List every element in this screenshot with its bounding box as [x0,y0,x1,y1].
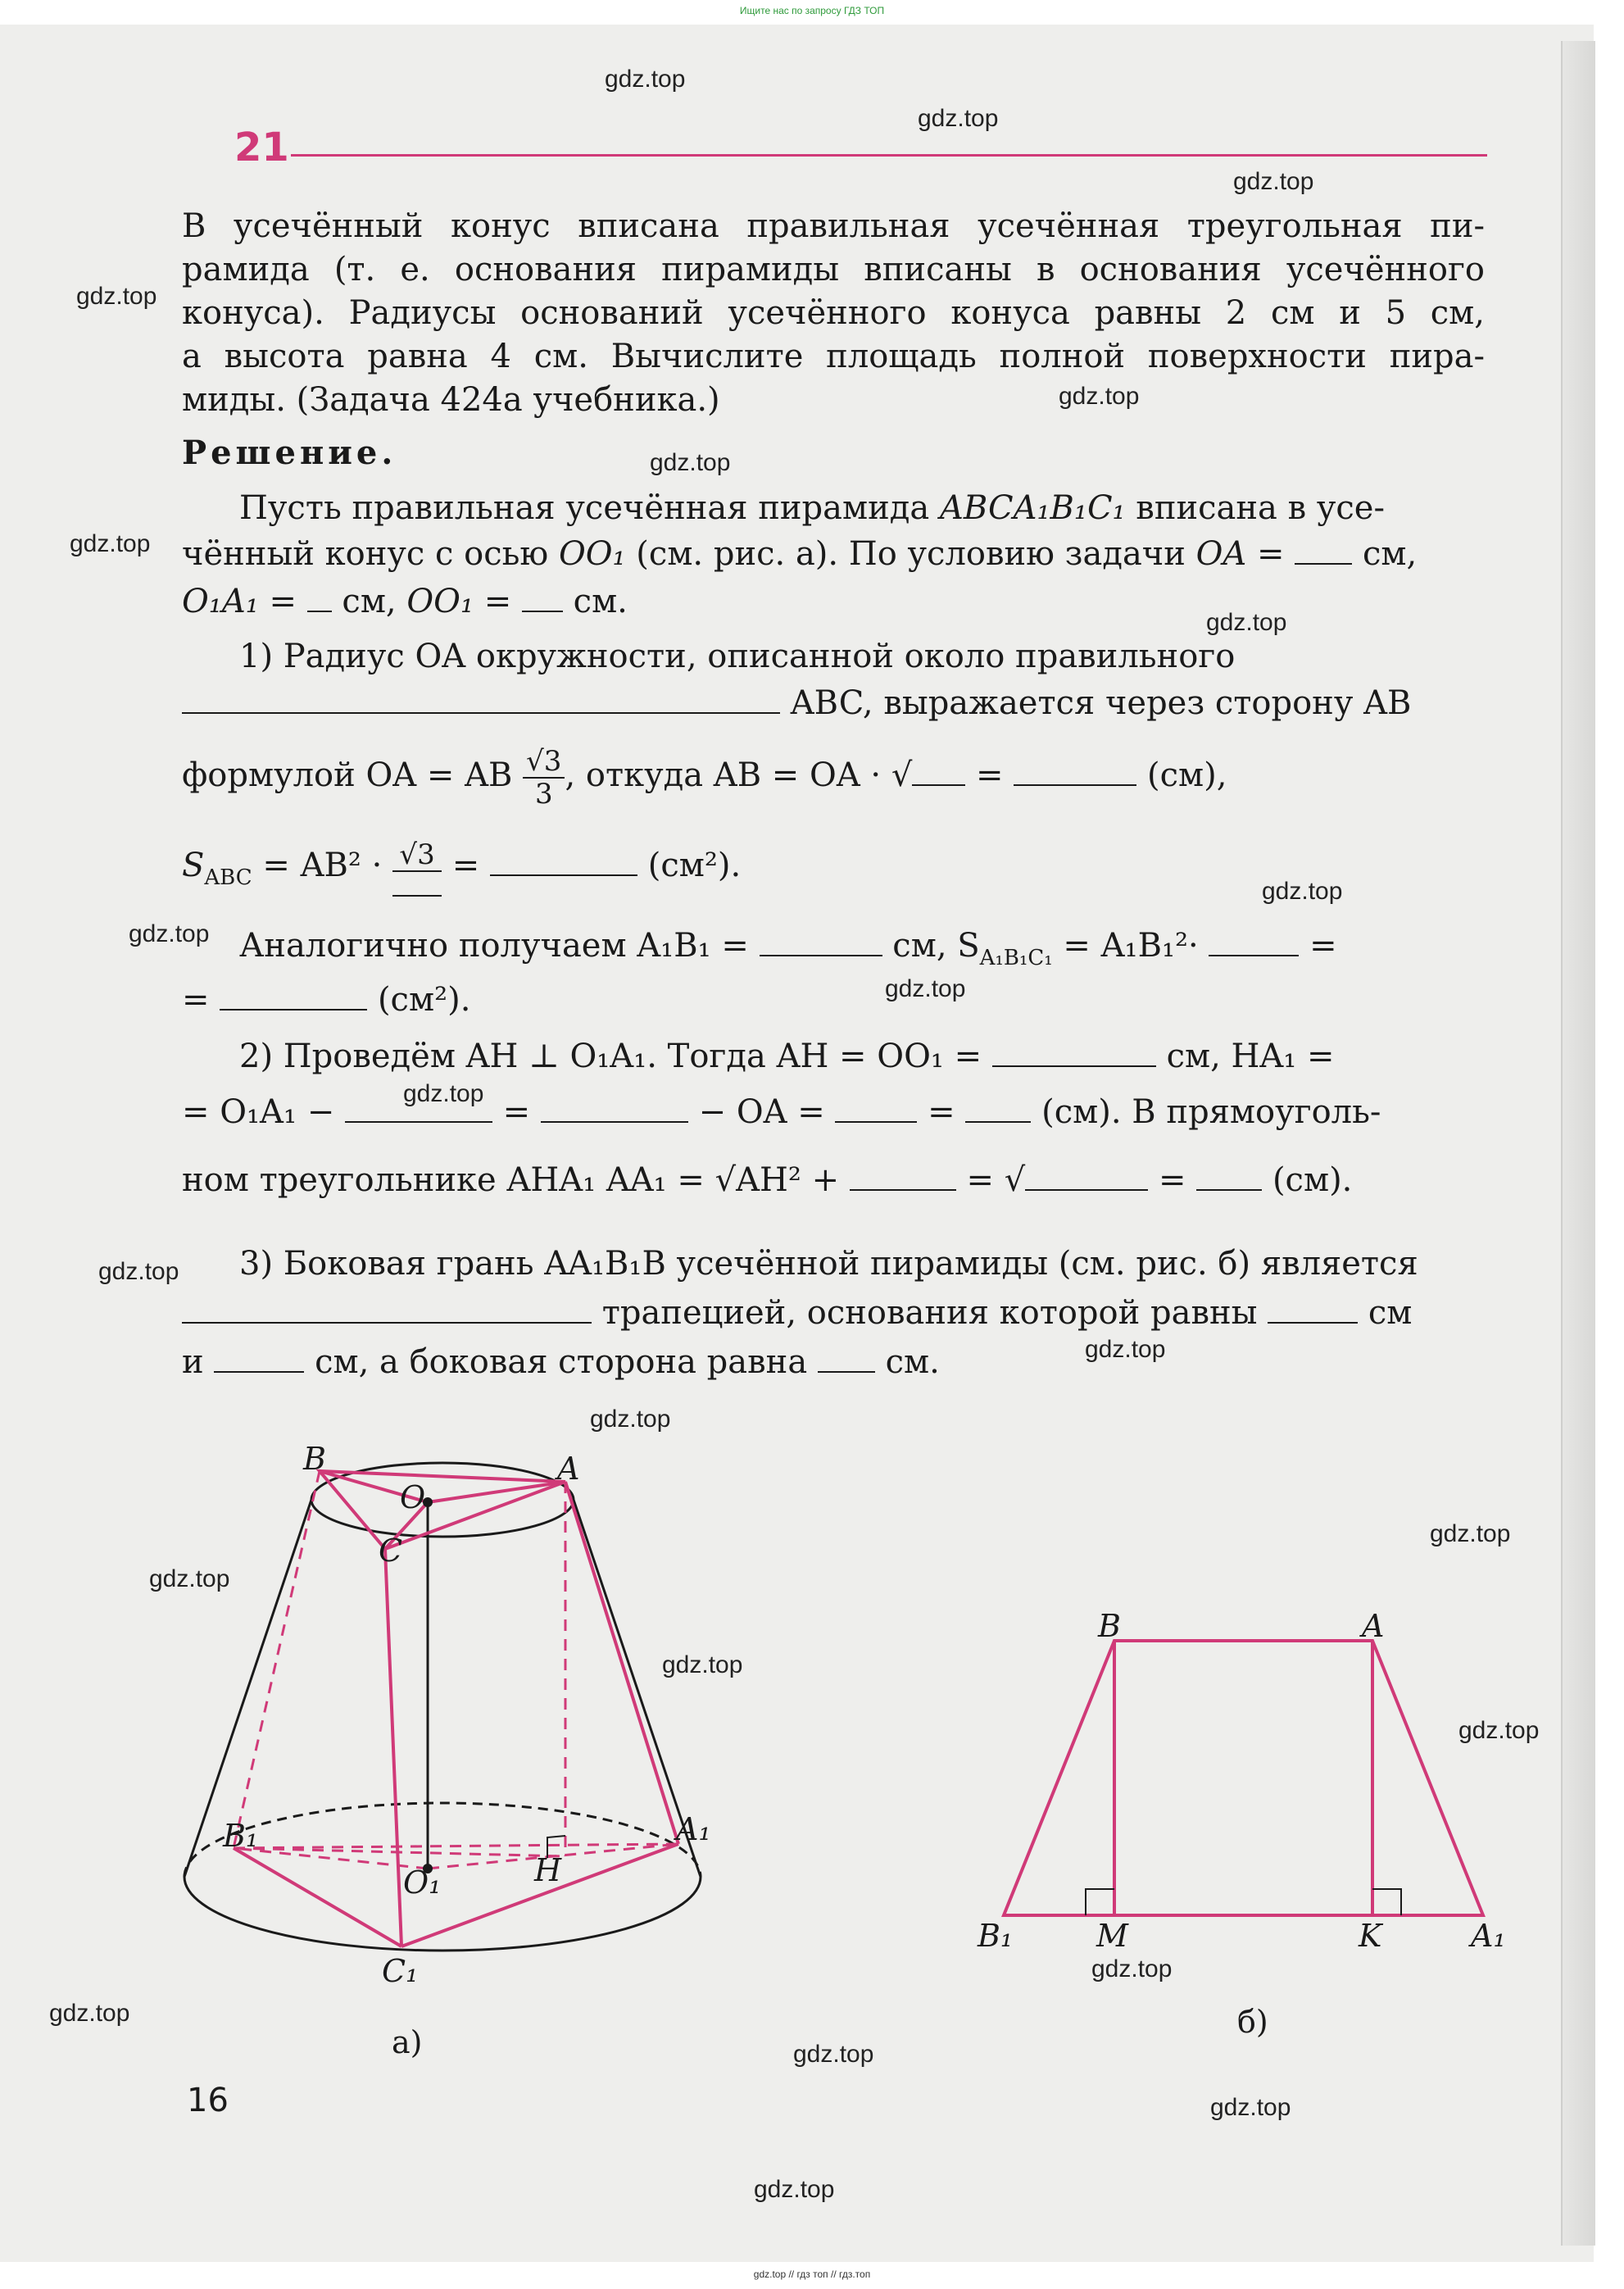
subscript: A₁B₁C₁ [979,946,1053,970]
text: вписана в усе- [1125,489,1385,527]
label-b: B [303,1441,326,1477]
figure-a-caption: а) [392,2024,423,2060]
text: чённый конус с осью [182,535,559,573]
trapezoid [1004,1641,1483,1915]
text: = [1148,1161,1197,1199]
math: OA [1195,535,1247,573]
label-k-trap: K [1359,1918,1382,1954]
math: S [182,847,205,884]
label-c1: C₁ [382,1953,419,1989]
watermark: gdz.top [754,2176,835,2203]
watermark: gdz.top [1233,168,1314,195]
text: = [1299,927,1337,965]
text: см, [1352,535,1418,573]
watermark: gdz.top [1262,878,1343,905]
label-h: H [534,1852,562,1888]
right-angle-m [1086,1889,1114,1915]
text: см, [331,583,407,620]
figure-b-caption: б) [1237,2004,1268,2040]
watermark: gdz.top [605,66,686,93]
watermark: gdz.top [1059,383,1140,410]
watermark: gdz.top [1091,1955,1173,1982]
subscript: ABC [204,865,252,890]
text: = [965,756,1014,794]
text: см. [874,1343,940,1381]
math: O₁A₁ [182,583,259,620]
text: = A₁B₁²· [1052,927,1209,965]
bottom-banner: gdz.top // гдз топ // гдз.топ [753,2269,871,2280]
text: (см). [1262,1161,1353,1199]
label-a: A [557,1451,580,1487]
text: (см. рис. а). По условию задачи [625,535,1196,573]
watermark: gdz.top [403,1080,484,1107]
watermark: gdz.top [1085,1336,1166,1363]
text: ABC, выражается через сторону AB [780,684,1412,722]
statement-line-4: а высота равна 4 см. Вычислите площадь полной поверхности пира- [182,338,1485,375]
text: − OA = [687,1093,836,1131]
label-b1: B₁ [223,1818,259,1854]
watermark: gdz.top [129,920,210,947]
problem-number: 21 [234,125,289,170]
fraction-denominator: 3 [534,778,553,811]
text: = [182,981,220,1019]
watermark: gdz.top [1210,2094,1291,2121]
fraction-numerator: √3 [523,746,565,779]
label-m-trap: M [1096,1918,1128,1954]
label-a1: A₁ [676,1811,711,1847]
watermark: gdz.top [662,1651,743,1678]
text: см, S [882,927,980,965]
math: OO₁ [558,535,626,573]
text: (см), [1136,756,1227,794]
watermark: gdz.top [1458,1717,1540,1744]
text: (см²). [637,847,742,884]
label-o1: O₁ [403,1864,442,1901]
text: см [1358,1294,1413,1332]
watermark: gdz.top [885,975,966,1002]
label-a-trap: A [1362,1608,1385,1644]
fraction-numerator: √3 [392,839,442,872]
text: 2) Проведём AH ⊥ O₁A₁. Тогда AH = OO₁ = [239,1038,992,1075]
watermark: gdz.top [149,1565,230,1592]
watermark: gdz.top [918,105,999,132]
watermark: gdz.top [76,283,157,310]
text: ном треугольнике AHA₁ AA₁ = √AH² + [182,1161,850,1199]
watermark: gdz.top [590,1406,671,1433]
watermark: gdz.top [70,530,151,557]
text: = AB² · [252,847,393,884]
top-banner: Ищите нас по запросу ГДЗ ТОП [739,5,885,16]
text: = [258,583,307,620]
label-c: C [379,1533,403,1569]
step3-line-1: 3) Боковая грань AA₁B₁B усечённой пирамиды (см. рис. б) является [239,1245,1418,1283]
text: = [442,847,491,884]
text: = O₁A₁ − [182,1093,345,1131]
math: OO₁ [406,583,474,620]
solution-heading: Решение. [182,434,397,472]
text: , откуда AB = OA · √ [565,756,913,794]
text: см. [562,583,628,620]
text: Пусть правильная усечённая пирамида [239,489,940,527]
watermark: gdz.top [98,1258,179,1285]
statement-line-3: конуса). Радиусы оснований усечённого конуса равны 2 см и 5 см, [182,294,1485,332]
watermark: gdz.top [650,449,731,476]
label-b-trap: B [1098,1608,1121,1644]
watermark: gdz.top [793,2041,874,2068]
label-a1-trap: A₁ [1471,1918,1506,1954]
watermark: gdz.top [1430,1520,1511,1547]
text: = √ [955,1161,1026,1199]
text: (см²). [367,981,471,1019]
text: см, HA₁ = [1155,1038,1335,1075]
statement-line-1: В усечённый конус вписана правильная усечённая треугольная пи- [182,207,1485,245]
step1-line-1: 1) Радиус OA окружности, описанной около правильного [239,638,1236,675]
statement-line-2: рамида (т. е. основания пирамиды вписаны в основания усечённого [182,251,1485,288]
text: = [917,1093,966,1131]
text: см, а боковая сторона равна [304,1343,818,1381]
watermark: gdz.top [49,2000,130,2027]
text: = [492,1093,541,1131]
text: трапецией, основания которой равны [592,1294,1268,1332]
watermark: gdz.top [1206,609,1287,636]
right-angle-k [1372,1889,1401,1915]
text: формулой OA = AB [182,756,513,794]
math: ABCA₁B₁C₁ [939,489,1126,527]
text: и [182,1343,215,1381]
statement-line-5: миды. (Задача 424а учебника.) [182,381,720,419]
text: (см). В прямоуголь- [1031,1093,1381,1131]
page-number: 16 [187,2082,229,2119]
label-o: O [400,1479,426,1515]
label-b1-trap: B₁ [978,1918,1014,1954]
text: = [1246,535,1295,573]
text: = [474,583,522,620]
text: Аналогично получаем A₁B₁ = [239,927,760,965]
